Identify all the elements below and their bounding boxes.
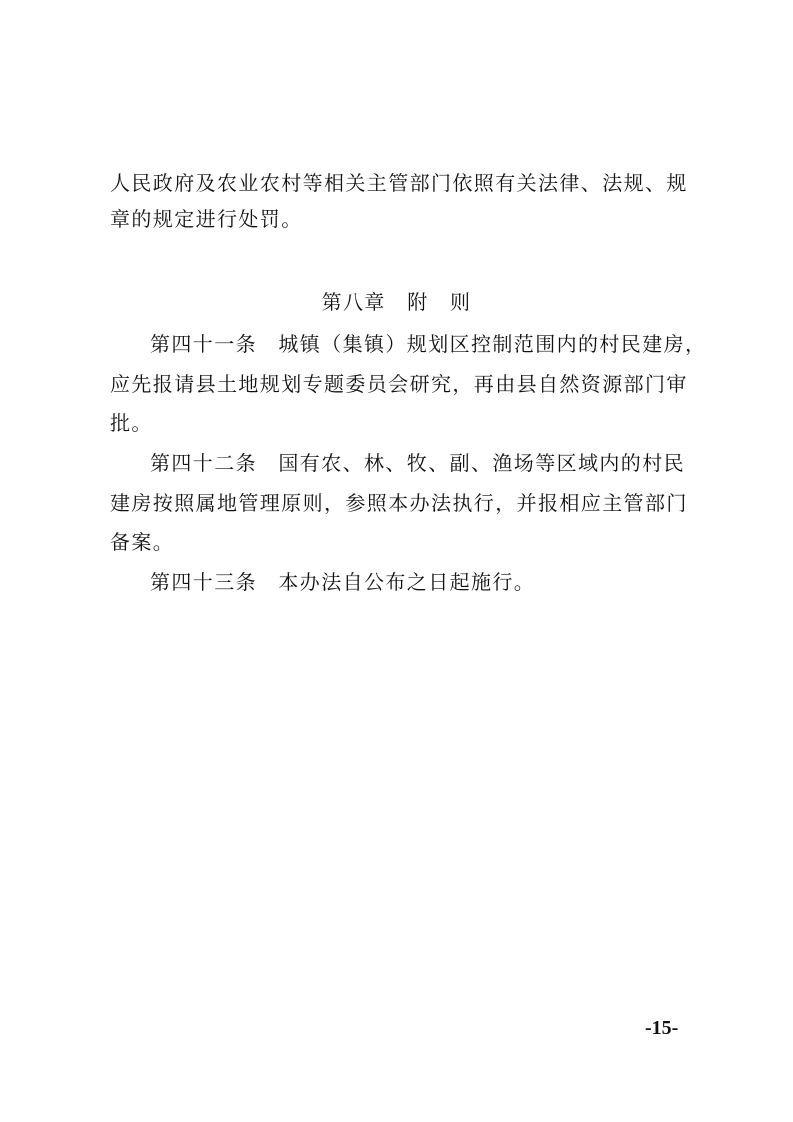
article-42-line: 第四十二条 国有农、林、牧、副、渔场等区域内的村民: [150, 451, 685, 475]
article-42-line: 备案。: [110, 530, 175, 554]
paragraph-line: 章的规定进行处罚。: [110, 207, 303, 231]
paragraph-line: 人民政府及农业农村等相关主管部门依照有关法律、法规、规: [110, 171, 688, 195]
article-41-line: 批。: [110, 411, 153, 435]
article-43-line: 第四十三条 本办法自公布之日起施行。: [150, 570, 536, 594]
article-41-line: 第四十一条 城镇（集镇）规划区控制范围内的村民建房，: [150, 332, 707, 356]
article-41-line: 应先报请县土地规划专题委员会研究，再由县自然资源部门审: [110, 372, 688, 396]
chapter-heading: 第八章 附 则: [321, 290, 472, 314]
page-number: -15-: [645, 1017, 679, 1039]
article-42-line: 建房按照属地管理原则，参照本办法执行，并报相应主管部门: [110, 491, 688, 515]
